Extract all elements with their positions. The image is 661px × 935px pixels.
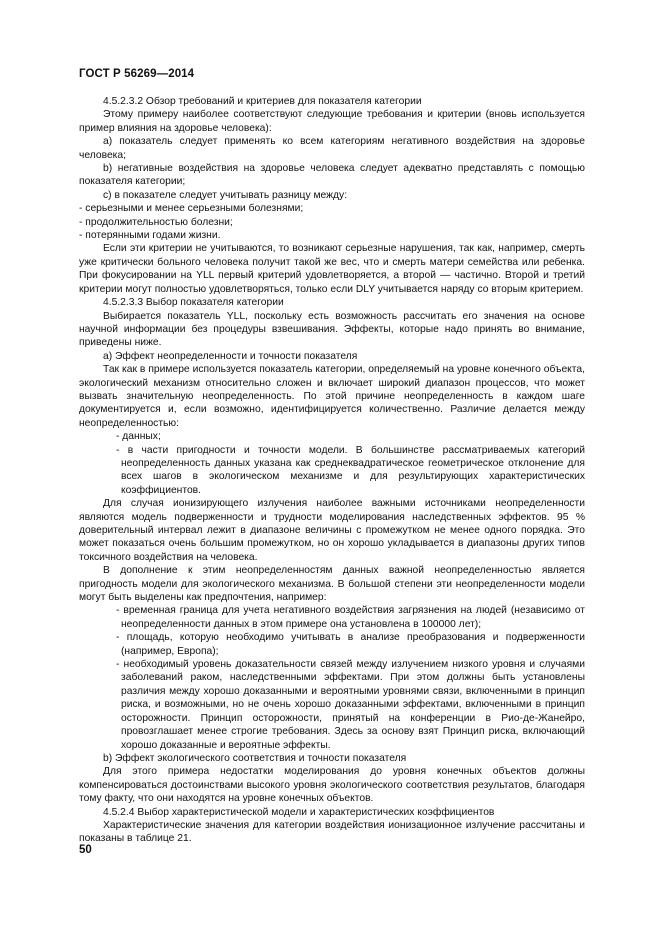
paragraph: - в части пригодности и точности модели. В большинстве рассматриваемых категорий неопределенность данных указана как среднеквадратическое геометрическое отклонение для всех шагов в экологическом механизме и для результирующих характеристических коэффициентов. (116, 444, 585, 496)
paragraph: Если эти критерии не учитываются, то возникают серьезные нарушения, так как, например, смерть уже критически больного человека получит такой же вес, что и смерть матери семейства или ребенка. При фокусировании на YLL первый критерий удовлетворяется, а второй — частично. Второй и третий критерии могут полностью удовлетворяться, только если DLY учитывается наряду со вторым критерием. (79, 243, 585, 295)
paragraph: - данных; (116, 431, 161, 443)
paragraph: Так как в примере используется показатель категории, определяемый на уровне конечного объекта, экологический механизм относительно сложен и включает широкий диапазон процессов, что может вызвать значительную неопределенность. По этой причине неопределенность в каждом шаге документируется и, если возможно, идентифицируется количественно. Различие делается между неопределенностью: (79, 364, 585, 429)
paragraph: Выбирается показатель YLL, поскольку есть возможность рассчитать его значения на основе научной информации без процедуры взвешивания. Эффекты, которые надо принять во внимание, приведены ниже. (79, 310, 585, 349)
paragraph: b) Эффект экологического соответствия и точности показателя (103, 752, 407, 764)
paragraph: - площадь, которую необходимо учитывать в анализе преобразования и подверженности (например, Европа); (116, 632, 585, 657)
paragraph: b) негативные воздействия на здоровье человека следует адекватно представлять с помощью показателя категории; (79, 163, 585, 188)
paragraph: а) Эффект неопределенности и точности показателя (103, 350, 358, 362)
paragraph: В дополнение к этим неопределенностям данных важной неопределенностью является пригодность модели для экологического механизма. В большой степени эти неопределенности модели могут быть выделены как предпочтения, например: (79, 565, 585, 604)
paragraph: - продолжительностью болезни; (79, 216, 233, 228)
paragraph: Для этого примера недостатки моделирования до уровня конечных объектов должны компенсироваться достоинствами высокого уровня экологического соответствия результатов, благодаря тому факту, что они находятся на уровне конечных объектов. (79, 766, 585, 805)
paragraph: 4.5.2.3.2 Обзор требований и критериев для показателя категории (103, 96, 422, 107)
paragraph: с) в показателе следует учитывать разницу между: (103, 189, 348, 201)
paragraph: - потерянными годами жизни. (79, 230, 221, 242)
paragraph: а) показатель следует применять ко всем категориям негативного воздействия на здоровье человека; (79, 136, 585, 161)
document-body (79, 95, 585, 846)
paragraph: Этому примеру наиболее соответствуют следующие требования и критерии (вновь используется пример влияния на здоровье человека): (79, 109, 585, 134)
paragraph: Для случая ионизирующего излучения наиболее важными источниками неопределенности являются модель подверженности и трудности моделирования наследственных эффектов. 95 % доверительный интервал лежит в диапазоне величины с промежутком не менее одного порядка. Это может показаться очень большим промежутком, но он хорошо укладывается в диапазоны других типов токсичного воздействия на человека. (79, 498, 585, 563)
paragraph: - временная граница для учета негативного воздействия загрязнения на людей (независимо от неопределенности данных в этом примере она установлена в 100000 лет); (116, 605, 585, 630)
page-number: 50 (79, 844, 92, 856)
paragraph: - необходимый уровень доказательности связей между излучением низкого уровня и случаями заболеваний раком, наследственными эффектами. При этом должны быть установлены различия между хорошо доказанными и вероятными уровнями связи, включенными в принцип риска, и возможными, но не очень хорошо доказанными эффектами, включенными в принцип осторожности. Принцип осторожности, принятый на конференции в Рио-де-Жанейро, провозглашает менее строгие требования. Здесь за основу взят Принцип риска, включающий хорошо доказанные и вероятные эффекты. (116, 659, 585, 751)
document-header: ГОСТ Р 56269—2014 (79, 68, 195, 80)
paragraph: Характеристические значения для категории воздействия ионизационное излучение рассчитаны и показаны в таблице 21. (79, 819, 585, 845)
paragraph: - серьезными и менее серьезными болезнями; (79, 203, 304, 215)
paragraph: 4.5.2.4 Выбор характеристической модели и характеристических коэффициентов (103, 806, 495, 818)
paragraph: 4.5.2.3.3 Выбор показателя категории (103, 297, 284, 309)
